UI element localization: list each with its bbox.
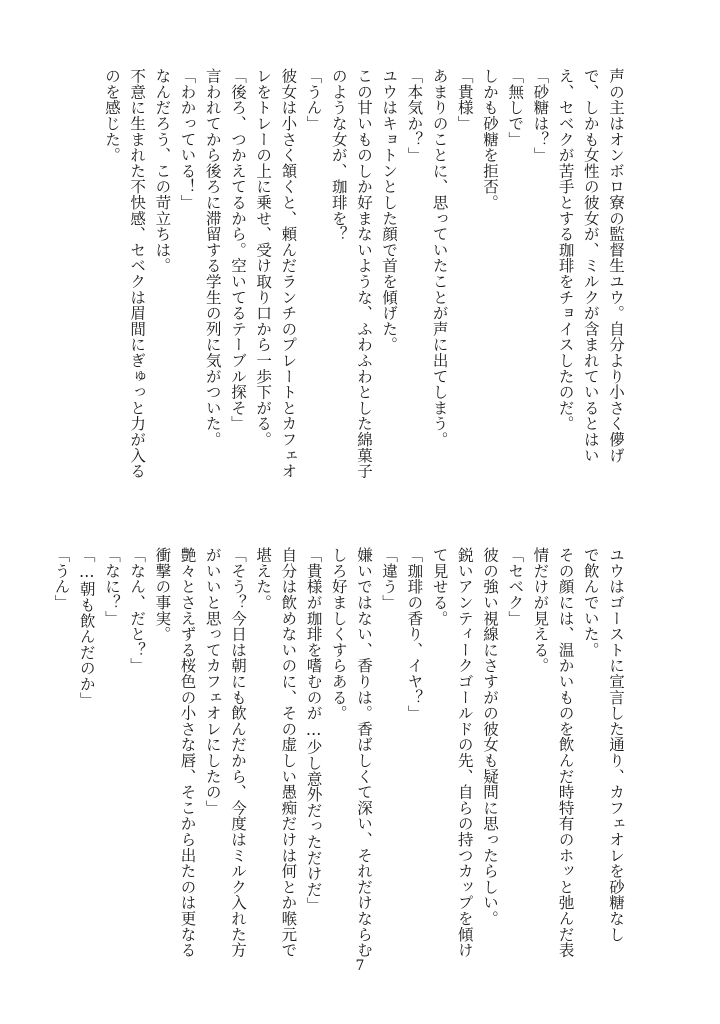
text-line: 声の主はオンボロ寮の監督生ユウ。自分より小さく儚げ	[607, 68, 625, 463]
text-line: しろ好ましくすらある。	[329, 547, 348, 721]
text-line: ユウはキョトンとした顔で首を傾げた。	[380, 68, 399, 353]
text-line: 「そう？今日は朝にも飲んだから、今度はミルク入れた方	[228, 547, 247, 958]
text-line: 「貴様が珈琲を嗜むのが…少し意外だっただけだ」	[304, 547, 323, 913]
text-line: しかも砂糖を拒否。	[480, 68, 499, 211]
text-line: 「砂糖は？」	[531, 68, 550, 163]
text-line: 「貴様」	[455, 68, 474, 132]
text-line: 「うん」	[304, 68, 323, 132]
text-line: 「珈琲の香り、イヤ？」	[405, 547, 424, 721]
text-line: 情だけが見える。	[531, 547, 550, 674]
text-line: 「後ろ、つかえてるから。空いてるテーブル探そ」	[228, 68, 247, 432]
text-line: 「なん、だと？」	[128, 547, 147, 674]
text-line: なんだろう、この苛立ちは。	[153, 68, 172, 274]
text-line: 不意に生まれた不快感、セベクは眉間にぎゅっと力が入る	[128, 68, 147, 479]
text-line: て見せる。	[430, 547, 449, 626]
text-line: 「わかっている！」	[178, 68, 197, 211]
text-line: 「本気か？」	[405, 68, 424, 163]
text-line: 鋭いアンティークゴールドの先、自らの持つカップを傾け	[455, 547, 474, 958]
text-line: レをトレーの上に乗せ、受け取り口から一歩下がる。	[254, 68, 273, 448]
text-line: 嫌いではない、香りは。香ばしくて深い、それだけならむ	[354, 547, 373, 958]
lower-text-block	[48, 547, 628, 958]
text-line: で飲んでいた。	[581, 547, 600, 658]
text-line: がいいと思ってカフェオレにしたの」	[203, 547, 222, 816]
text-line: 「違う」	[380, 547, 399, 611]
text-line: 堪えた。	[254, 547, 273, 611]
text-line: 「セベク」	[506, 547, 525, 626]
text-line: 「なに？」	[102, 547, 121, 626]
text-line: 「…朝も飲んだのか」	[77, 547, 96, 708]
text-line: 彼の強い視線にさすがの彼女も疑問に思ったらしい。	[480, 547, 499, 927]
text-line: 「うん」	[52, 547, 71, 611]
page-number: 7	[355, 958, 365, 974]
text-line: その顔には、温かいものを飲んだ時特有のホッと弛んだ表	[556, 547, 575, 958]
text-line: あまりのことに、思っていたことが声に出てしまう。	[430, 68, 449, 448]
text-line: ユウはゴーストに宣言した通り、カフェオレを砂糖なし	[607, 547, 625, 942]
upper-text-block	[99, 68, 628, 508]
text-line: 彼女は小さく頷くと、頼んだランチのプレートとカフェオ	[279, 68, 298, 479]
text-line: のを感じた。	[102, 68, 121, 163]
text-line: この甘いものしか好まないような、ふわふわとした綿菓子	[354, 68, 373, 479]
text-line: 言われてから後ろに滞留する学生の列に気がついた。	[203, 68, 222, 448]
text-line: のような女が、珈琲を？	[329, 68, 348, 242]
text-line: 「無しで」	[506, 68, 525, 147]
text-line: 自分は飲めないのに、その虚しい愚痴だけは何とか喉元で	[279, 547, 298, 958]
text-line: 衝撃の事実。	[153, 547, 172, 642]
text-line: 艶々とさえずる桜色の小さな唇、そこから出たのは更なる	[178, 547, 197, 958]
text-line: で、しかも女性の彼女が、ミルクが含まれているとはい	[581, 68, 600, 463]
text-line: え、セベクが苦手とする珈琲をチョイスしたのだ。	[556, 68, 575, 432]
